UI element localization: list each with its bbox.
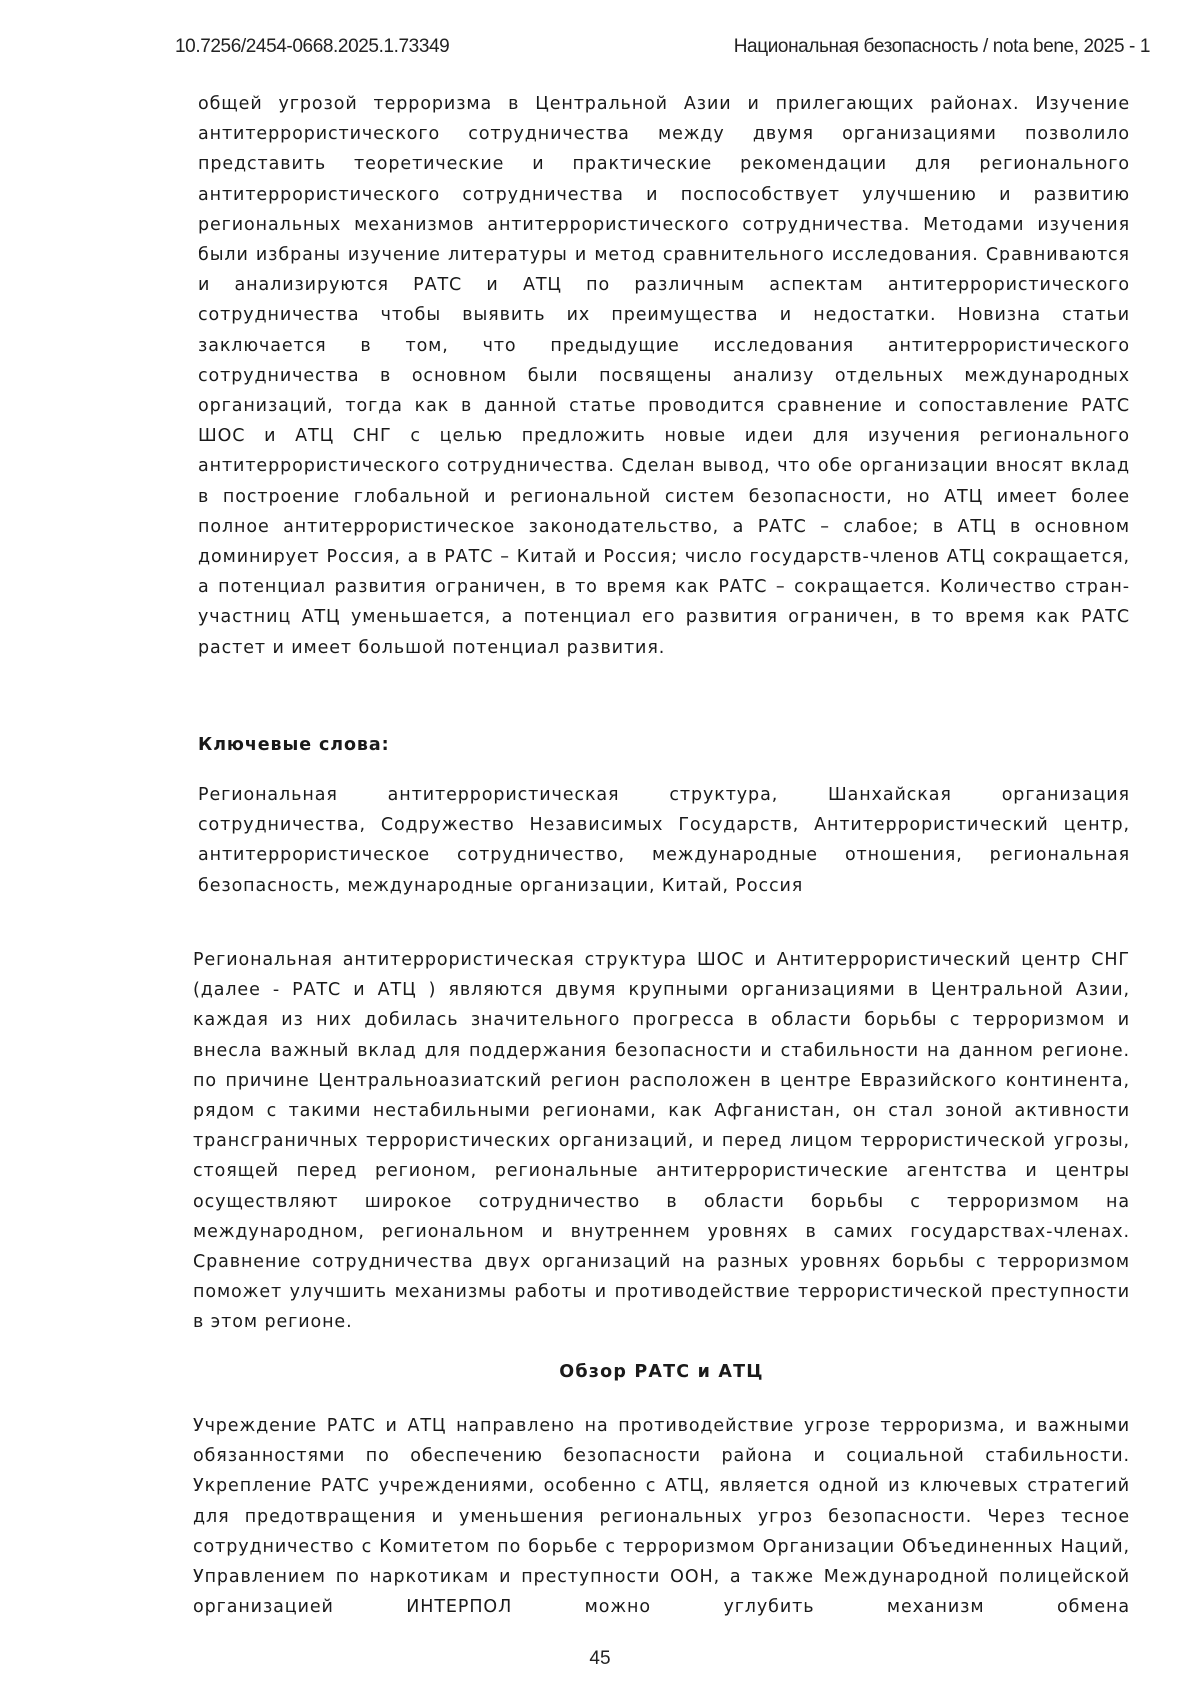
doi-text: 10.7256/2454-0668.2025.1.73349 — [175, 36, 450, 57]
section-paragraph: Учреждение РАТС и АТЦ направлено на противодействие угрозе терроризма, и важными обязанностями по обеспечению безопасности района и социальной стабильности. Укрепление РАТС учреждениями, особенно с АТЦ, является одной из ключевых стратегий для предотвращения и уменьшения региональных угроз безопасности. Через тесное сотрудничество с Комитетом по борьбе с терроризмом Организации Объединенных Наций, Управлением по наркотикам и преступности ООН, а также Международной полицейской организацией ИНТЕРПОЛ можно углубить механизм обмена — [193, 1416, 1130, 1618]
abstract-paragraph: общей угрозой терроризма в Центральной Азии и прилегающих районах. Изучение антитеррористического сотрудничества между двумя организациями позволило представить теоретические и практические рекомендации для регионального антитеррористического сотрудничества и поспособствует улучшению и развитию региональных механизмов антитеррористического сотрудничества. Методами изучения были избраны изучение литературы и метод сравнительного исследования. Сравниваются и анализируются РАТС и АТЦ по различным аспектам антитеррористического сотрудничества чтобы выявить их преимущества и недостатки. Новизна статьи заключается в том, что предыдущие исследования антитеррористического сотрудничества в основном были посвящены анализу отдельных международных организаций, тогда как в данной статье проводится сравнение и сопоставление РАТС ШОС и АТЦ СНГ с целью предложить новые идеи для изучения регионального антитеррористического сотрудничества. Сделан вывод, что обе организации вносят вклад в построение глобальной и региональной систем безопасности, но АТЦ имеет более полное антитеррористическое законодательство, а РАТС – слабое; в АТЦ в основном доминирует Россия, а в РАТС – Китай и Россия; число государств-членов АТЦ сокращается, а потенциал развития ограничен, в то время как РАТС – сокращается. Количество стран-участниц АТЦ уменьшается, а потенциал его развития ограничен, в то время как РАТС растет и имеет большой потенциал развития. — [198, 94, 1130, 658]
page-number: 45 — [589, 1648, 611, 1669]
section-heading: Обзор РАТС и АТЦ — [559, 1362, 764, 1382]
journal-title: Национальная безопасность / nota bene, 2025 - 1 — [733, 36, 1150, 57]
introduction-paragraph: Региональная антитеррористическая структура ШОС и Антитеррористический центр СНГ (далее - РАТС и АТЦ ) являются двумя крупными организациями в Центральной Азии, каждая из них добилась значительного прогресса в области борьбы с терроризмом и внесла важный вклад для поддержания безопасности и стабильности на данном регионе. по причине Центральноазиатский регион расположен в центре Евразийского континента, рядом с такими нестабильными регионами, как Афганистан, он стал зоной активности трансграничных террористических организаций, и перед лицом террористической угрозы, стоящей перед регионом, региональные антитеррористические агентства и центры осуществляют широкое сотрудничество в области борьбы с терроризмом на международном, региональном и внутреннем уровнях в самих государствах-членах. Сравнение сотрудничества двух организаций на разных уровнях борьбы с терроризмом поможет улучшить механизмы работы и противодействие террористической преступности в этом регионе. — [193, 950, 1130, 1333]
keywords-list: Региональная антитеррористическая структура, Шанхайская организация сотрудничества, Содружество Независимых Государств, Антитеррористический центр, антитеррористическое сотрудничество, международные отношения, региональная безопасность, международные организации, Китай, Россия — [198, 785, 1130, 896]
keywords-heading: Ключевые слова: — [198, 735, 390, 755]
running-head — [175, 36, 1150, 60]
